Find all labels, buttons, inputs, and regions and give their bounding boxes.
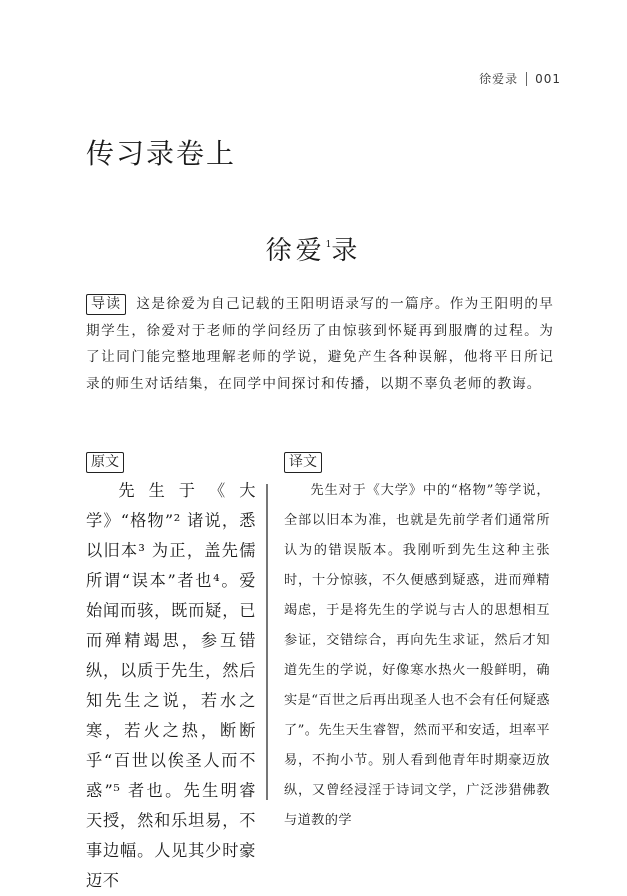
footnote-marker: 1 <box>325 240 332 250</box>
original-text-column <box>86 476 256 896</box>
intro-tag: 导读 <box>86 294 126 315</box>
translation-tag: 译文 <box>284 452 322 473</box>
intro-paragraph <box>86 291 554 397</box>
original-text: 先生于《大学》“格物”² 诸说，悉以旧本³ 为正，盖先儒所谓“误本”者也⁴。爱始闻而骇，既而疑，已而殚精竭思，参互错纵，以质于先生，然后知先生之说，若水之寒，若火之热，断断乎“百世以俟圣人而不惑”⁵ 者也。先生明睿天授，然和乐坦易，不事边幅。人见其少时豪迈不 <box>86 481 256 890</box>
section-title-suffix: 录 <box>331 236 362 266</box>
page-number: 001 <box>535 71 561 86</box>
section-title <box>0 230 627 267</box>
original-tag: 原文 <box>86 452 124 473</box>
intro-text: 这是徐爱为自己记载的王阳明语录写的一篇序。作为王阳明的早期学生，徐爱对于老师的学问经历了由惊骇到怀疑再到服膺的过程。为了让同门能完整地理解老师的学说，避免产生各种误解，他将平日所记录的师生对话结集，在同学中间探讨和传播，以期不辜负老师的教诲。 <box>86 296 554 392</box>
translation-text: 先生对于《大学》中的“格物”等学说，全部以旧本为准，也就是先前学者们通常所认为的错误版本。我刚听到先生这种主张时，十分惊骇，不久便感到疑惑，进而殚精竭虑，于是将先生的学说与古人的思想相互参证，交错综合，再向先生求证，然后才知道先生的学说，好像寒水热火一般鲜明，确实是“百世之后再出现圣人也不会有任何疑惑了”。先生天生睿智，然而平和安适，坦率平易，不拘小节。别人看到他青年时期豪迈放纵，又曾经浸淫于诗词文学，广泛涉猎佛教与道教的学 <box>284 483 550 828</box>
column-divider <box>266 484 268 800</box>
translation-label <box>284 452 322 473</box>
section-title-main: 徐爱 <box>265 236 326 266</box>
volume-title: 传习录卷上 <box>86 137 237 170</box>
translation-text-column <box>284 476 550 836</box>
running-title: 徐爱录 <box>479 72 519 86</box>
header-separator <box>526 72 527 86</box>
running-head <box>479 70 561 87</box>
original-label <box>86 452 124 473</box>
